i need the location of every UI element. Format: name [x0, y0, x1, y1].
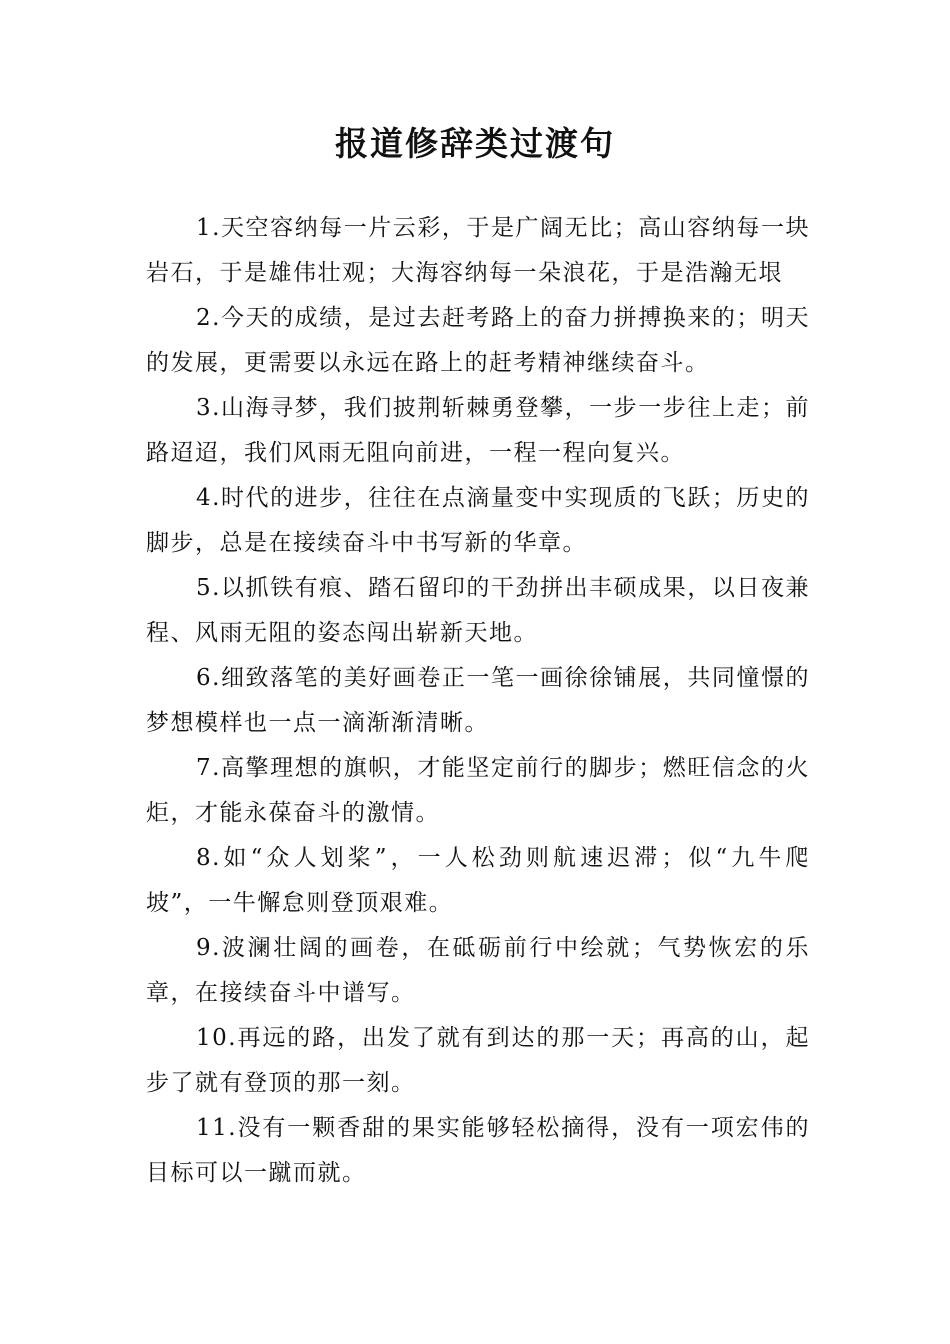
sentence-item-9: 9.波澜壮阔的画卷，在砥砺前行中绘就；气势恢宏的乐章，在接续奋斗中谱写。 — [146, 935, 810, 1006]
sentence-item-7: 7.高擎理想的旗帜，才能坚定前行的脚步；燃旺信念的火炬，才能永葆奋斗的激情。 — [146, 755, 810, 826]
sentence-item-6: 6.细致落笔的美好画卷正一笔一画徐徐铺展，共同憧憬的梦想模样也一点一滴渐渐清晰。 — [146, 665, 810, 736]
sentence-item-4: 4.时代的进步，往往在点滴量变中实现质的飞跃；历史的脚步，总是在接续奋斗中书写新的华章。 — [146, 485, 810, 556]
sentence-list — [146, 206, 810, 1196]
sentence-item-2: 2.今天的成绩，是过去赶考路上的奋力拼搏换来的；明天的发展，更需要以永远在路上的赶考精神继续奋斗。 — [146, 305, 810, 376]
document-title: 报道修辞类过渡句 — [335, 124, 615, 163]
sentence-item-3: 3.山海寻梦，我们披荆斩棘勇登攀，一步一步往上走；前路迢迢，我们风雨无阻向前进，一程一程向复兴。 — [146, 395, 810, 466]
sentence-item-8: 8.如“众人划桨”，一人松劲则航速迟滞；似“九牛爬坡”，一牛懈怠则登顶艰难。 — [146, 845, 810, 916]
sentence-item-5: 5.以抓铁有痕、踏石留印的干劲拼出丰硕成果，以日夜兼程、风雨无阻的姿态闯出崭新天地。 — [146, 575, 810, 646]
sentence-item-10: 10.再远的路，出发了就有到达的那一天；再高的山，起步了就有登顶的那一刻。 — [146, 1025, 810, 1096]
sentence-item-11: 11.没有一颗香甜的果实能够轻松摘得，没有一项宏伟的目标可以一蹴而就。 — [146, 1115, 810, 1186]
sentence-item-1: 1.天空容纳每一片云彩，于是广阔无比；高山容纳每一块岩石，于是雄伟壮观；大海容纳每一朵浪花，于是浩瀚无垠 — [146, 215, 810, 286]
